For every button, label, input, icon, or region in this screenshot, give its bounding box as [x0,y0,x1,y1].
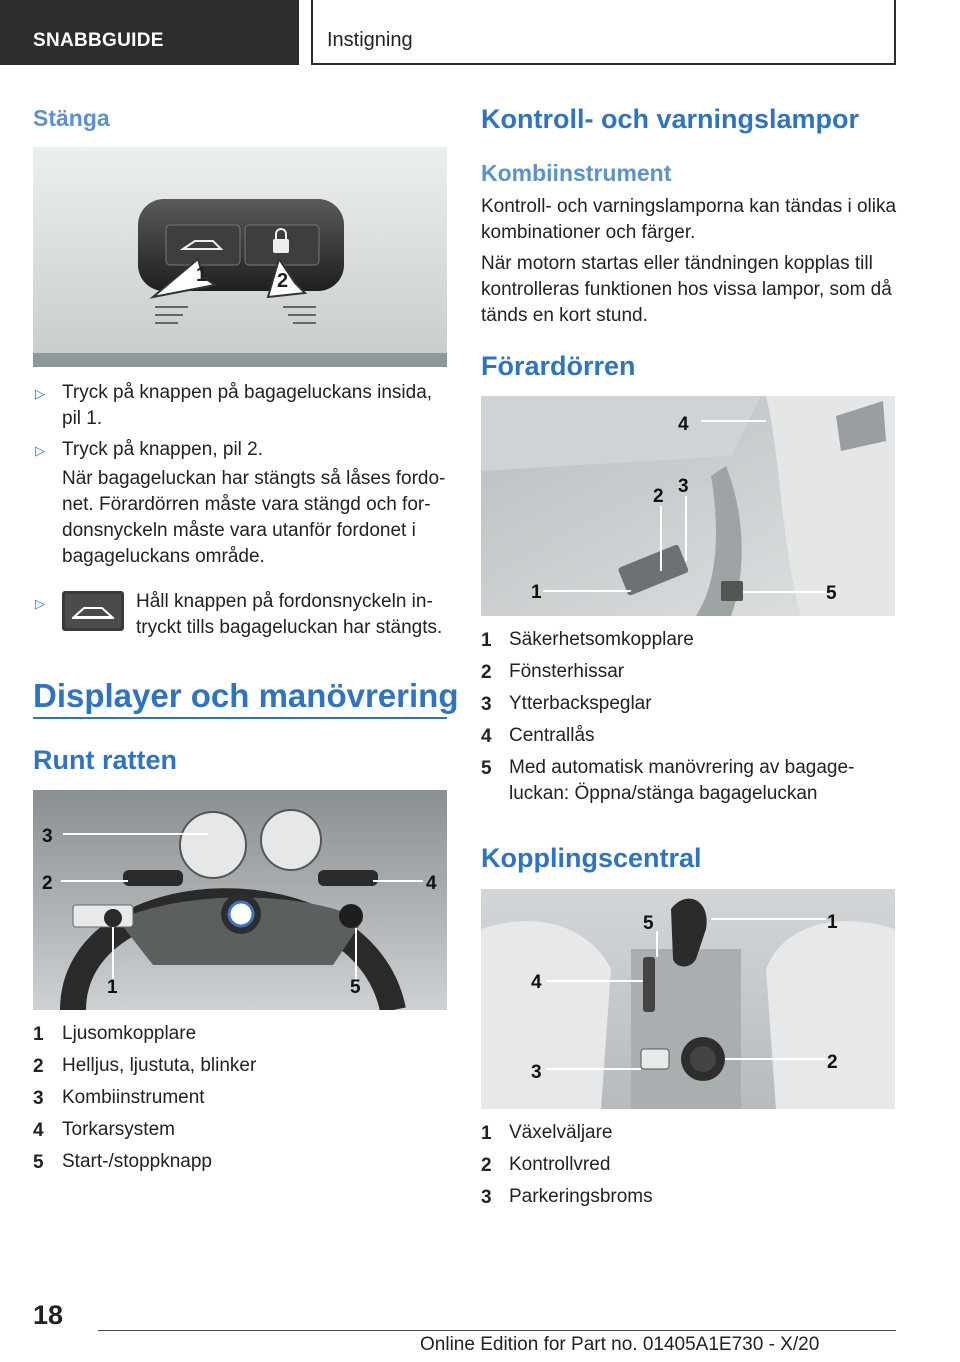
bullet-triangle-icon: ▷ [35,443,45,458]
footer-edition: Online Edition for Part no. 01405A1E730 - X/20 [420,1334,820,1355]
runt-label-4: Torkarsystem [62,1119,175,1140]
runt-callout-5: 5 [350,977,361,998]
runt-label-5: Start-/stoppknapp [62,1151,212,1172]
forar-label-5-line2: luckan: Öppna/stänga bagageluckan [509,783,818,804]
forar-callout-2: 2 [653,486,664,507]
runt-callout-1: 1 [107,977,118,998]
para-line-4: bagageluckans område. [62,546,265,567]
kombi-p2-line3: tänds en kort stund. [481,305,648,326]
runt-label-1: Ljusomkopplare [62,1023,197,1044]
bullet-1-line1: Tryck på knappen på bagageluckans insida, [62,382,433,403]
koppl-label-3: Parkeringsbroms [509,1186,653,1207]
koppl-num-2: 2 [481,1155,492,1176]
forar-num-3: 3 [481,694,492,715]
kontroll-heading: Kontroll- och varningslampor [481,104,860,134]
header-section-tab [0,0,299,65]
para-line-3: donsnyckeln måste vara utanför fordonet i [62,520,416,541]
bullet-2-line1: Tryck på knappen, pil 2. [62,439,264,460]
forar-num-4: 4 [481,726,492,747]
koppl-callout-2: 2 [827,1052,838,1073]
koppl-callout-1: 1 [827,912,838,933]
stanga-arrow-2: 2 [277,270,289,292]
key-tailgate-icon [62,591,124,631]
kombi-p2-line1: När motorn startas eller tändningen kopplas till [481,253,873,274]
runt-label-2: Helljus, ljustuta, blinker [62,1055,257,1076]
runt-num-4: 4 [33,1120,44,1141]
para-line-2: net. Förardörren måste vara stängd och for- [62,494,431,515]
runt-num-3: 3 [33,1088,44,1109]
koppl-callout-3: 3 [531,1062,542,1083]
forar-label-4: Centrallås [509,725,595,746]
kombi-p1-line2: kombinationer och färger. [481,222,696,243]
header-section: SNABBGUIDE [33,30,164,51]
forar-num-2: 2 [481,662,492,683]
runt-callout-2: 2 [42,873,53,894]
kombi-heading: Kombiinstrument [481,160,672,186]
forar-label-2: Fönsterhissar [509,661,625,682]
stanga-arrow-1: 1 [196,264,208,286]
tailgate-buttons-image [33,147,447,367]
stanga-heading: Stänga [33,105,110,131]
icon-bullet-line2: tryckt tills bagageluckan har stängts. [136,617,443,638]
runt-heading: Runt ratten [33,745,177,775]
kombi-p2-line2: kontrolleras funktionen hos vissa lampor, som då [481,279,892,300]
forar-num-5: 5 [481,758,492,779]
page-number: 18 [33,1300,64,1330]
koppl-num-3: 3 [481,1187,492,1208]
forar-label-1: Säkerhetsomkopplare [509,629,694,650]
runt-label-3: Kombiinstrument [62,1087,205,1108]
koppl-label-1: Växelväljare [509,1122,613,1143]
para-line-1: När bagageluckan har stängts så låses fordo- [62,468,446,489]
center-console-image [481,889,895,1109]
bullet-triangle-icon: ▷ [35,596,45,611]
icon-bullet-line1: Håll knappen på fordonsnyckeln in- [136,591,433,612]
koppl-label-2: Kontrollvred [509,1154,611,1175]
koppl-heading: Kopplingscentral [481,843,702,873]
forar-callout-4: 4 [678,414,689,435]
forar-callout-3: 3 [678,476,689,497]
forar-callout-1: 1 [531,582,542,603]
header-topic-tab [311,0,896,65]
footer-rule [98,1330,896,1331]
runt-callout-4: 4 [426,873,437,894]
section-heading: Displayer och manövrering [33,677,459,714]
forar-heading: Förardörren [481,351,636,381]
driver-door-image [481,396,895,616]
koppl-num-1: 1 [481,1123,492,1144]
koppl-callout-4: 4 [531,972,542,993]
forar-label-5: Med automatisk manövrering av bagage- [509,757,855,778]
forar-callout-5: 5 [826,583,837,604]
runt-num-5: 5 [33,1152,44,1173]
runt-callout-3: 3 [42,826,53,847]
forar-num-1: 1 [481,630,492,651]
runt-num-2: 2 [33,1056,44,1077]
forar-label-3: Ytterbackspeglar [509,693,652,714]
bullet-1-line2: pil 1. [62,408,103,429]
section-rule [33,717,447,719]
kombi-p1-line1: Kontroll- och varningslamporna kan tändas i olika [481,196,897,217]
steering-wheel-image [33,790,447,1010]
header-topic: Instigning [327,29,413,51]
koppl-callout-5: 5 [643,913,654,934]
bullet-triangle-icon: ▷ [35,386,45,401]
runt-num-1: 1 [33,1024,44,1045]
